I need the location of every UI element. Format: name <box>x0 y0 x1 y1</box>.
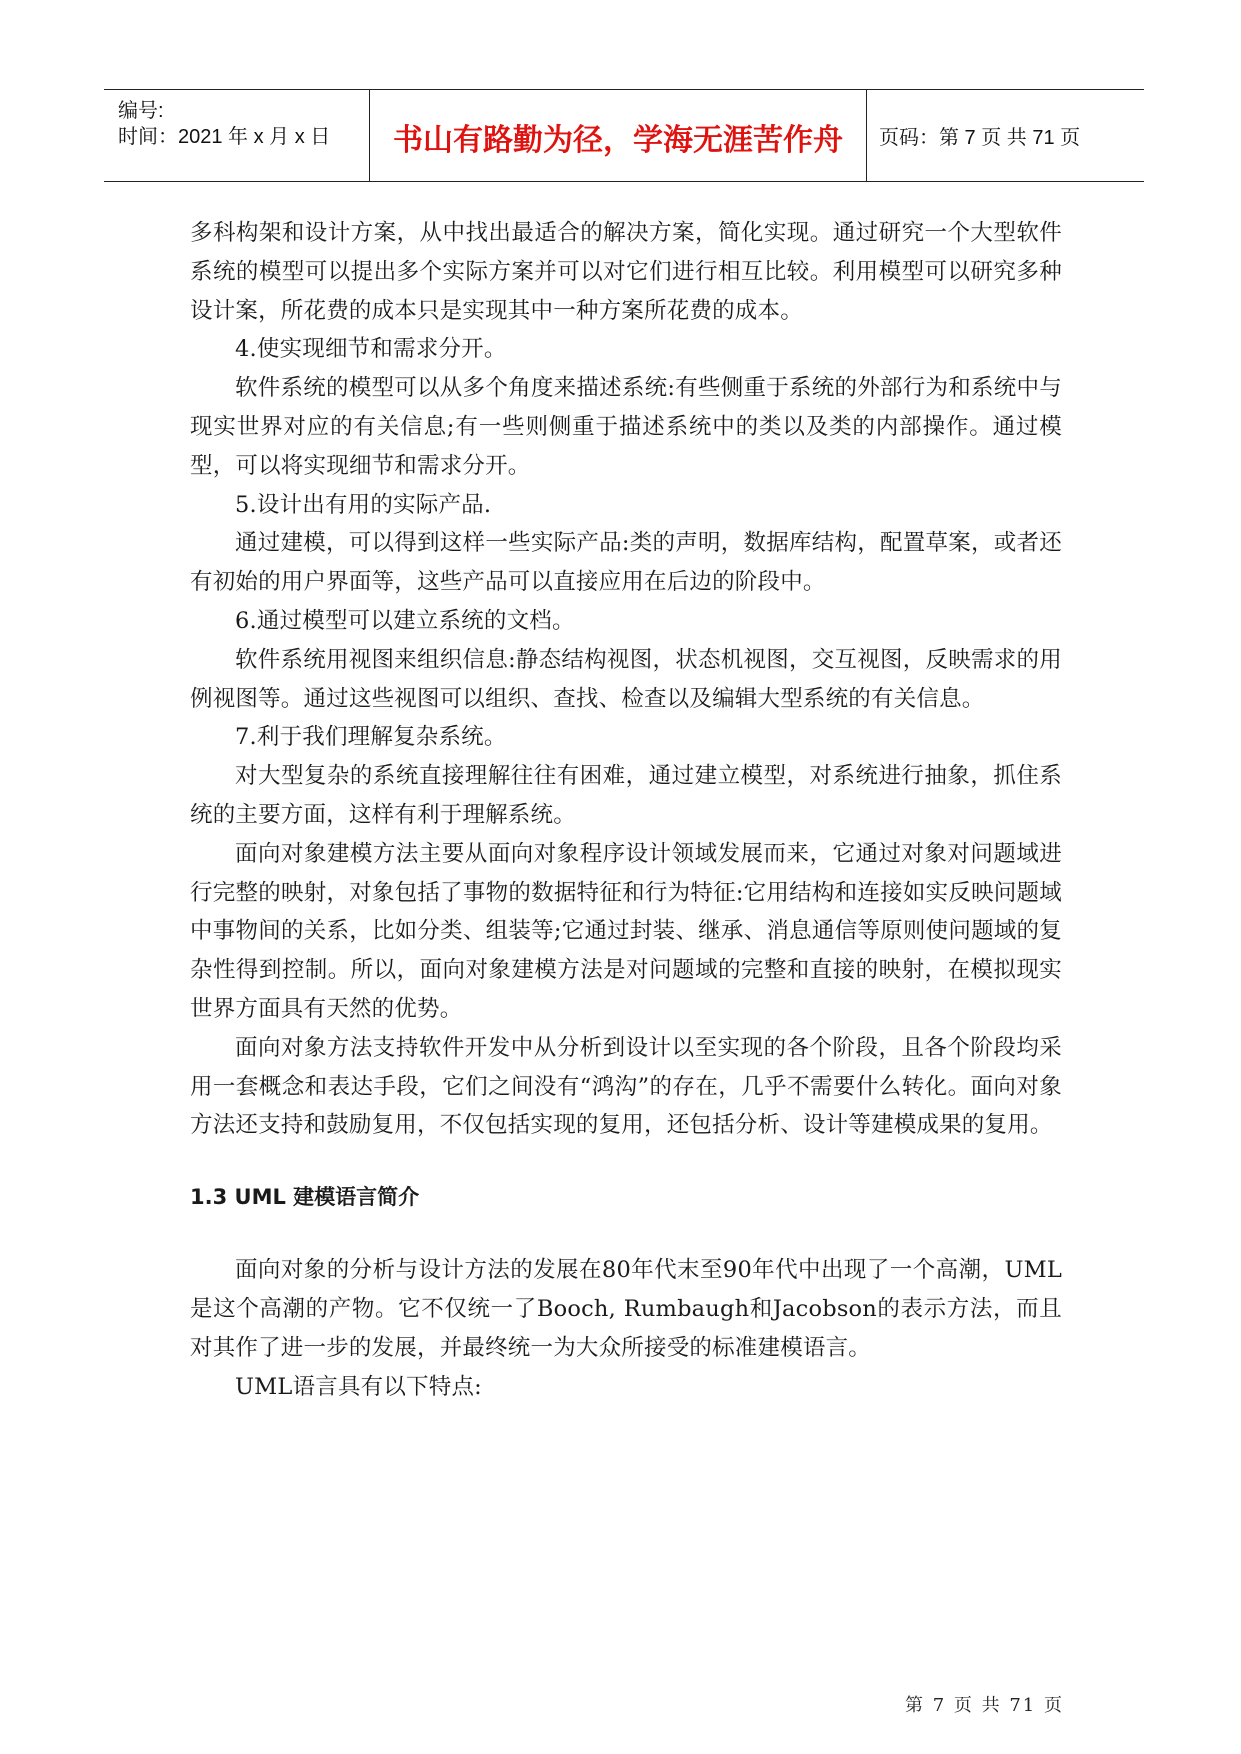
page-footer: 第 7 页 共 71 页 <box>905 1695 1064 1716</box>
page-header <box>104 89 1144 182</box>
paragraph-continuation: 多科构架和设计方案，从中找出最适合的解决方案，简化实现。通过研究一个大型软件系统的模型可以提出多个实际方案并可以对它们进行相互比较。利用模型可以研究多种设计案，所花费的成本只是实现其中一种方案所花费的成本。 <box>190 220 1062 324</box>
paragraph: UML语言具有以下特点: <box>235 1373 482 1400</box>
paragraph: 软件系统的模型可以从多个角度来描述系统:有些侧重于系统的外部行为和系统中与现实世界对应的有关信息;有一些则侧重于描述系统中的类以及类的内部操作。通过模型，可以将实现细节和需求分开。 <box>190 375 1062 479</box>
header-page-info: 页码：第 7 页 共 71 页 <box>879 127 1081 149</box>
list-item-7: 7.利于我们理解复杂系统。 <box>235 724 507 751</box>
time-label: 时间：2021 年 x 月 x 日 <box>118 126 331 148</box>
paragraph: 面向对象方法支持软件开发中从分析到设计以至实现的各个阶段，且各个阶段均采用一套概念和表达手段，它们之间没有“鸿沟”的存在，几乎不需要什么转化。面向对象方法还支持和鼓励复用，不仅包括实现的复用，还包括分析、设计等建模成果的复用。 <box>190 1034 1062 1139</box>
paragraph: 面向对象的分析与设计方法的发展在80年代末至90年代中出现了一个高潮，UML是这个高潮的产物。它不仅统一了Booch, Rumbaugh和Jacobson的表示方法，而且对其作了进一步的发展，并最终统一为大众所接受的标准建模语言。 <box>190 1257 1062 1361</box>
paragraph: 对大型复杂的系统直接理解往往有困难，通过建立模型，对系统进行抽象，抓住系统的主要方面，这样有利于理解系统。 <box>190 763 1062 828</box>
list-item-6: 6.通过模型可以建立系统的文档。 <box>235 607 575 634</box>
header-motto: 书山有路勤为径，学海无涯苦作舟 <box>393 122 843 158</box>
paragraph: 通过建模，可以得到这样一些实际产品:类的声明，数据库结构，配置草案，或者还有初始的用户界面等，这些产品可以直接应用在后边的阶段中。 <box>190 530 1062 596</box>
paragraph: 软件系统用视图来组织信息:静态结构视图，状态机视图，交互视图，反映需求的用例视图等。通过这些视图可以组织、查找、检查以及编辑大型系统的有关信息。 <box>190 646 1062 712</box>
header-meta-cell <box>104 90 370 181</box>
document-body <box>190 214 1062 1406</box>
serial-label: 编号: <box>118 100 164 122</box>
list-item-5: 5.设计出有用的实际产品. <box>235 491 492 518</box>
header-motto-cell <box>370 90 867 181</box>
spacer <box>190 1216 1062 1251</box>
list-item-4: 4.使实现细节和需求分开。 <box>235 336 507 363</box>
section-heading: 1.3 UML 建模语言简介 <box>190 1185 420 1210</box>
header-page-info-cell <box>867 90 1144 181</box>
paragraph: 面向对象建模方法主要从面向对象程序设计领域发展而来，它通过对象对问题域进行完整的映射，对象包括了事物的数据特征和行为特征:它用结构和连接如实反映问题域中事物间的关系，比如分类、组装等;它通过封装、继承、消息通信等原则使问题域的复杂性得到控制。所以，面向对象建模方法是对问题域的完整和直接的映射，在模拟现实世界方面具有天然的优势。 <box>190 840 1062 1022</box>
spacer <box>190 1145 1062 1178</box>
